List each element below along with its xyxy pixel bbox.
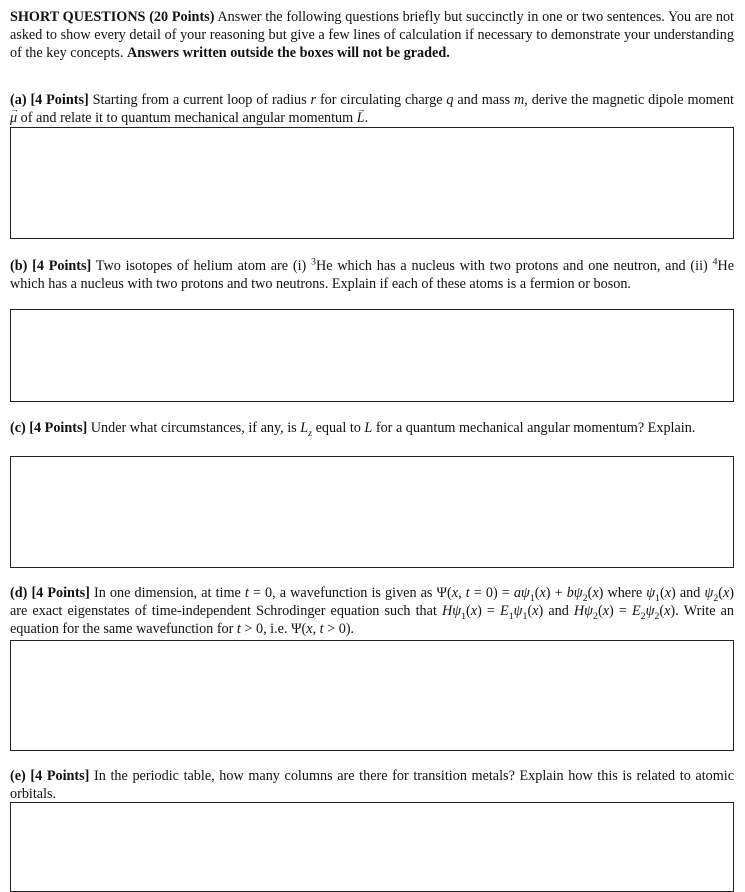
question-c: (c) [4 Points] Under what circumstances, if any, is $L_z$ equal to L for a quantum mechanical angular momentum? Explain. [10,420,696,439]
question-label: (a) [10,92,27,108]
points-label: [4 Points] [30,92,89,108]
question-label: (c) [10,420,26,436]
answer-box-d[interactable] [10,640,734,751]
answer-box-c[interactable] [10,456,734,568]
points-label: [4 Points] [31,585,90,601]
question-d: (d) [4 Points] In one dimension, at time t = 0, a wavefunction is given as Ψ(x, $t = 0) = a\psi_1(x) + b\psi_2(x)$ where $\psi_1(x)$ and $\psi_2(x)$ are exact eigenstates of time-independent Schrodinger equation such that $H\psi_1(x) = E_1\psi_1(x)$ and $H\psi_2(x) = E_2\psi_2(x)$. Write an equation for the same wavefunction for t > 0, i.e. Ψ(x, t > 0). [10,585,735,637]
answer-box-a[interactable] [10,127,734,239]
grading-warning: Answers written outside the boxes will not be graded. [127,45,450,61]
question-e: (e) [4 Points] In the periodic table, how many columns are there for transition metals? Explain how this is related to atomic orbitals. [10,768,735,802]
points-label: [4 Points] [29,420,88,436]
answer-box-b[interactable] [10,309,734,402]
question-label: (b) [10,258,28,274]
instructions-paragraph [10,8,734,62]
question-label: (d) [10,585,28,601]
question-b: (b) [4 Points] Two isotopes of helium atom are (i) $^3$He which has a nucleus with two protons and one neutron, and (ii) $^4$He which has a nucleus with two protons and two neutrons. Explain if each of these atoms is a fermion or boson. [10,256,735,292]
points-label: [4 Points] [32,258,92,274]
instructions-text: Answer the following questions briefly but succinctly in one or two sentences. You are not asked to show every detail of your reasoning but give a few lines of calculation if necessary to demonstrate your understanding of the key concepts. [10,9,734,61]
points-label: [4 Points] [30,768,90,784]
question-label: (e) [10,768,26,784]
question-a: (a) [4 Points] Starting from a current loop of radius r for circulating charge q and mass m, derive the magnetic dipole moment μ → of and relate it to quantum mechanical angular momentum L →. [10,91,734,127]
section-title: SHORT QUESTIONS (20 Points) [10,9,215,25]
answer-box-e[interactable] [10,802,734,892]
